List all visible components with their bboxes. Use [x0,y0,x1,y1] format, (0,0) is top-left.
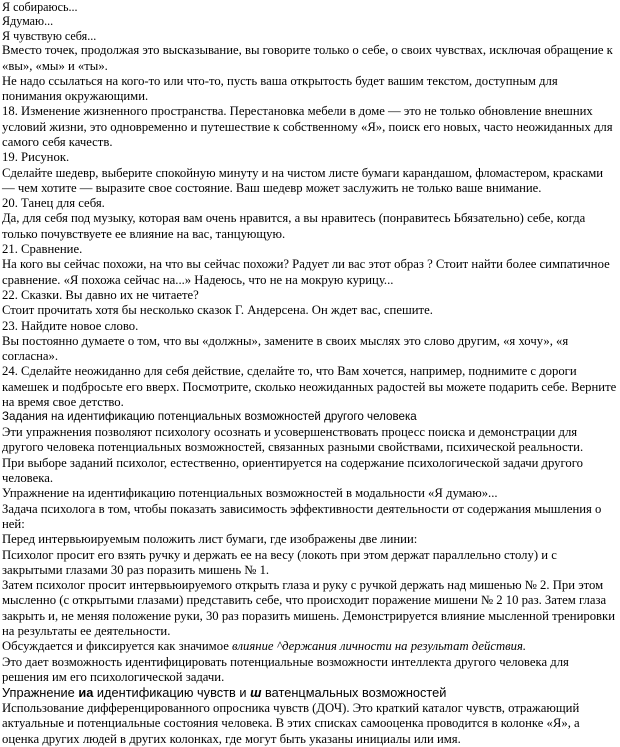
exercise-title: Упражнение на идентификацию потенциальных возможностей в модальности «Я думаю»... [2,486,498,501]
paragraph: Сделайте шедевр, выберите спокойную минуту и на чистом листе бумаги карандашом, фломастером, красками — чем хотите — выразите свое состояние. Ваш шедевр может заслужить не только ваше внимание. [2,165,604,195]
text-run: Обсуждается и фиксируется как значимое [2,639,233,654]
paragraph: Вместо точек, продолжая это высказывание, вы говорите только о себе, о своих чувствах, исключая обращение к «вы», «мы» и «ты». [2,43,613,73]
paragraph: Это дает возможность идентифицировать потенциальные возможности интеллекта другого человека для решения им его психологической задачи. [2,654,569,684]
bold-run: иа [78,685,94,701]
paragraph: Да, для себя под музыку, которая вам очень нравится, а вы нравитесь (понравитесь Ьбязательно) себе, когда только почувствуете ее влияние на вас, танцующую. [2,211,586,241]
paragraph: Затем психолог просит интервьюируемого открыть глаза и руку с ручкой держать над мишенью № 2. При этом мысленно (с открытыми глазами) представить себе, что происходит поражение мишени № 2 10 раз. Затем глаза закрыть и, не меняя положение руки, 30 раз поразить мишень. Демонстрируется влияние мысленной тренировки на результаты ее деятельности. [2,578,615,638]
line-chuvstvuyu: Я чувствую себя... [2,28,97,43]
bold-italic-run: ш [250,685,262,701]
section-heading-2 [2,685,617,701]
paragraph: Стоит прочитать хотя бы несколько сказок Г. Андерсена. Он ждет вас, спешите. [2,303,433,318]
item-21-heading: 21. Сравнение. [2,242,83,257]
item-22-heading: 22. Сказки. Вы давно их не читаете? [2,287,199,302]
item-19-heading: 19. Рисунок. [2,150,70,165]
text-run: идентификацию чувств и [93,685,251,701]
paragraph: Эти упражнения позволяют психологу осознать и усовершенствовать процесс поиска и демонстрации для другого человека потенциальных возможностей, связанных разными свойствами, психической реальности. [2,425,584,455]
paragraph: Использование дифференцированного опросника чувств (ДОЧ). Это краткий каталог чувств, отражающий актуальные и потенциальные состояния человека. В этих списках самооценка проводится в колонке «Я», а оценка других людей в других колонках, где могут быть указаны инициалы или имя. [2,701,580,746]
item-24: 24. Сделайте неожиданно для себя действие, сделайте то, что Вам хочется, например, поднимите с дороги камешек и подбросьте его вверх. Посмотрите, сколько неожиданных радостей вы можете подарить себе. Верните на время свое детство. [2,364,617,410]
paragraph: На кого вы сейчас похожи, на что вы сейчас похожи? Радует ли вас этот образ ? Стоит найти более симпатичное сравнение. «Я похожа сейчас на...» Надеюсь, что не на мокрую курицу... [2,257,610,287]
paragraph: Не надо ссылаться на кого-то или что-то, пусть ваша открытость будет вашим текстом, доступным для понимания окружающими. [2,73,558,104]
paragraph: Перед интервьюируемым положить лист бумаги, где изображены две линии: [2,532,418,547]
line-dumayu: Ядумаю... [2,14,54,29]
item-20-heading: 20. Танец для себя. [2,196,105,211]
item-23-heading: 23. Найдите новое слово. [2,318,139,333]
text-run: Упражнение [2,685,79,701]
item-18: 18. Изменение жизненного пространства. Перестановка мебели в доме — это не только обновление внешних условий жизни, это одновременно и путешествие к собственному «Я», поиск его новых, часто неожиданных для самого себя качеств. [2,104,613,149]
text-run: ватенцмальных возможностей [261,685,447,701]
line-sobirayus: Я собираюсь... [2,0,78,14]
paragraph: Психолог просит его взять ручку и держать ее на весу (локоть при этом держат параллельно столу) и с закрытыми глазами 30 раз поразить мишень № 1. [2,547,557,577]
italic-run: влияние ^держания личности на результат действия. [232,639,527,654]
paragraph: Задача психолога в том, чтобы показать зависимость эффективности деятельности от содержания мышления о ней: [2,501,602,531]
paragraph-mixed [2,639,617,654]
paragraph: При выборе заданий психолог, естественно, ориентируется на содержание психологической задачи другого человека. [2,455,583,486]
paragraph: Вы постоянно думаете о том, что вы «должны», замените в своих мыслях это слово другим, «я хочу», «я согласна». [2,333,569,364]
section-heading: Задания на идентификацию потенциальных возможностей другого человека [2,410,417,424]
